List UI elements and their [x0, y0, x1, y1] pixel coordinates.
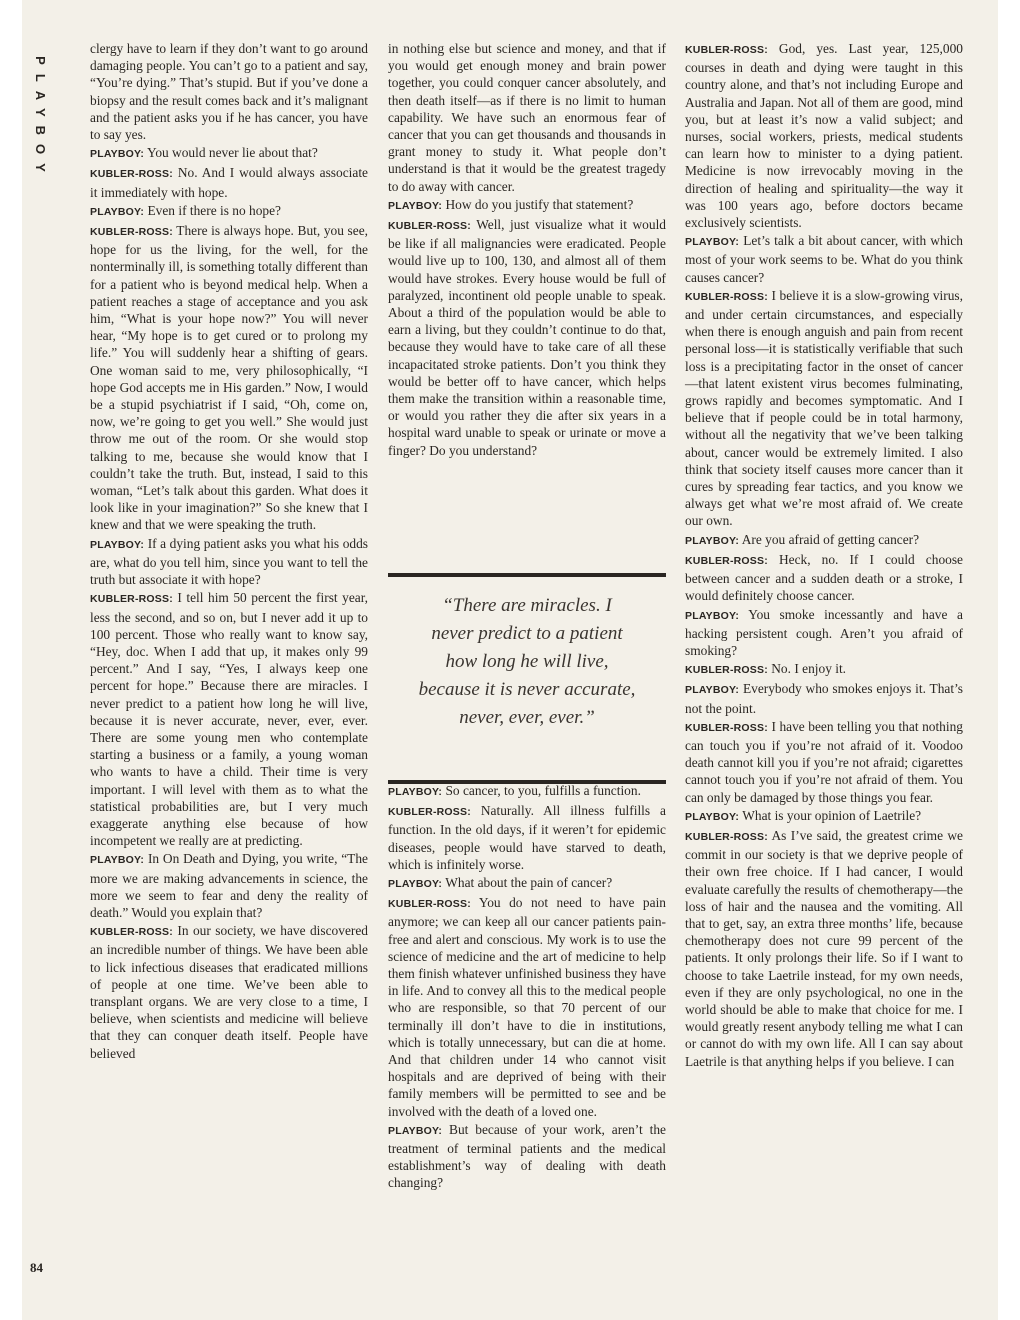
speaker-label: PLAYBOY:: [388, 199, 443, 212]
paragraph-text: Everybody who smokes enjoys it. That’s not the point.: [685, 681, 963, 716]
speaker-label: KUBLER-ROSS:: [685, 830, 768, 843]
text-column-2: [388, 40, 666, 460]
speaker-label: PLAYBOY:: [90, 538, 145, 551]
text-column-2-lower: [388, 782, 666, 1193]
interview-exchange: [685, 232, 963, 286]
speaker-label: PLAYBOY:: [388, 786, 443, 798]
pull-quote-text: [388, 592, 666, 732]
paragraph-text: Well, just visualize what it would be like if all malignancies were eradicated. People would live up to 100, 130, and almost all of them would have strokes. Every house would be full of paralyzed, incontinent old people unable to speak. About a third of the population would be able to earn a living, but they couldn’t continue to do that, because they would have to take care of all these incapacitated stroke patients. Don’t you think they would be better off to have cancer, which helps them make the transition within a reasonable time, or would you rather they die after six years in a hospital ward unable to speak or urinate or move a finger? Do you understand?: [388, 217, 666, 458]
pull-quote-line: “There are miracles. I: [442, 595, 612, 616]
interview-exchange: [685, 807, 963, 826]
interview-exchange: [388, 894, 666, 1120]
paragraph-text: No. I enjoy it.: [771, 661, 847, 677]
speaker-label: KUBLER-ROSS:: [90, 593, 173, 606]
pull-quote-line: because it is never accurate,: [418, 679, 636, 700]
interview-exchange: [90, 202, 368, 221]
speaker-label: PLAYBOY:: [685, 684, 740, 697]
magazine-title: [30, 38, 50, 198]
speaker-label: KUBLER-ROSS:: [685, 664, 768, 677]
speaker-label: PLAYBOY:: [685, 534, 740, 547]
interview-exchange: [388, 196, 666, 215]
text-column-3: [685, 40, 963, 1071]
speaker-label: PLAYBOY:: [685, 810, 740, 823]
interview-exchange: [685, 606, 963, 660]
paragraph-text: In our society, we have discovered an incredible number of things. We have been able to lick infectious diseases that eradicated millions of people at one time. We’ve been able to transplant organs. We are very close to a time, I believe, when scientists and medicine will believe that they can conquer death itself. People have believed: [90, 923, 368, 1061]
speaker-label: PLAYBOY:: [388, 1124, 443, 1137]
interview-exchange: [685, 531, 963, 550]
interview-exchange: [685, 660, 963, 679]
paragraph-text: I have been telling you that nothing can touch you if you’re not afraid of it. Voodoo death cannot kill you if you’re not afraid; cigarettes cannot touch you if you’re not afraid of them. You can only be damaged by those things you fear.: [685, 718, 963, 805]
interview-exchange: [388, 782, 666, 801]
interview-exchange: [388, 874, 666, 893]
interview-exchange: [388, 802, 666, 873]
pull-quote-line: never, ever, ever.”: [459, 707, 595, 728]
paragraph-text: If a dying patient asks you what his odds are, what do you tell him, since you want to tell the truth but associate it with hope?: [90, 535, 368, 588]
paragraph-text: clergy have to learn if they don’t want to go around damaging people. You can’t go to a patient and say, “You’re dying.” That’s stupid. But if you’ve done a biopsy and the result comes back and it’s malignant and the patient asks you if he has cancer, you have to say yes.: [90, 41, 368, 143]
paragraph-text: No. And I would always associate it immediately with hope.: [90, 165, 368, 200]
paragraph-text: There is always hope. But, you see, hope for us the living, for the well, for the nonterminally ill, is something totally different than for a patient who is beyond medical help. When a patient reaches a stage of acceptance and you ask him, “What is your hope now?” You will never hear, “My hope is to get cured or to prolong my life.” You will suddenly hear a shifting of gears. One woman said to me, very philosophically, “I hope God accepts me in His garden.” Now, I would be a stupid psychiatrist if I said, “Oh, come on, now, we’re going to get you well.” She would just throw me out of the room. Or she would stop talking to me, because she would know that I couldn’t take the truth. But, instead, I said to this woman, “Let’s talk about this garden. What does it look like in your imagination?” So she knew that I knew and that we were speaking the truth.: [90, 223, 368, 533]
speaker-label: PLAYBOY:: [685, 236, 740, 249]
speaker-label: KUBLER-ROSS:: [388, 898, 471, 911]
pull-quote-line: how long he will live,: [445, 651, 609, 672]
paragraph-text: I tell him 50 percent the first year, less the second, and so on, but I never add it up to 100 percent. Those who really want to know say, “Hey, doc. When I add that up, it makes only 99 percent.” And I say, “Yes, I always keep one percent for hope.” Because there are miracles. I never predict to a patient how long he will live, because it is never accurate, never, ever, ever. There are some young men who contemplate starting a business or a family, a young woman who wants to have a child. Their time is very important. I will level with them as to what the statistical probabilities are, but I very much exaggerate anything else because of how incompetent we really are at predicting.: [90, 590, 368, 849]
pull-quote-top-rule: [388, 573, 666, 577]
paragraph-text: You smoke incessantly and have a hacking persistent cough. Aren’t you afraid of smoking?: [685, 606, 963, 658]
paragraph-text: God, yes. Last year, 125,000 courses in death and dying were taught in this country alone, and that’s not including Europe and Australia and Japan. Not all of them are good, mind you, but at least it’s now a valid subject; and nurses, social workers, priests, medical students can learn how to minister to a dying patient. Medicine is now irrevocably moving in the direction of healing and spirituality—the way it was 100 years ago, before doctors became exclusively scientists.: [685, 41, 963, 231]
paragraph-text: In On Death and Dying, you write, “The more we are making advancements in science, the more we seem to fear and deny the reality of death.” Would you explain that?: [90, 851, 368, 920]
interview-exchange: [685, 718, 963, 806]
speaker-label: PLAYBOY:: [685, 609, 740, 622]
paragraph-text: Even if there is no hope?: [147, 202, 281, 218]
speaker-label: KUBLER-ROSS:: [90, 226, 173, 239]
paragraph-text: You do not need to have pain anymore; we can keep all our cancer patients pain-free and alert and conscious. My work is to use the science of medicine and the art of medicine to help them finish whatever unfinished business they have in life. And to convey all this to the medical people who are responsible, so that 70 percent of our terminally ill don’t have to die in institutions, which is totally unnecessary, but can die at home. And that children under 14 who cannot visit hospitals and are deprived of being with their family members will be permitted to see and be involved with the death of a loved one.: [388, 895, 666, 1119]
interview-exchange: [90, 144, 368, 163]
speaker-label: KUBLER-ROSS:: [685, 290, 768, 303]
paragraph-text: in nothing else but science and money, and that if you would get enough money and brain power together, you could conquer cancer absolutely, and then death itself—as if there is no limit to human capability. We have such an enormous fear of cancer that you can get thousands and thousands in grant money to study it. What people don’t understand is that it would be the greatest tragedy to do away with cancer.: [388, 41, 666, 194]
paragraph-text: What about the pain of cancer?: [445, 875, 613, 891]
paragraph-text: What is your opinion of Laetrile?: [742, 807, 922, 823]
magazine-title-text: PLAYBOY: [32, 55, 48, 181]
interview-exchange: [90, 535, 368, 589]
speaker-label: PLAYBOY:: [388, 878, 443, 891]
speaker-label: KUBLER-ROSS:: [388, 220, 471, 233]
paragraph-text: As I’ve said, the greatest crime we commit in our society is that we deprive people of their own free choice. If I had cancer, I would evaluate carefully the results of chemotherapy—the loss of hair and the nausea and the vomiting. All that to get, say, an extra three months’ life, because chemotherapy does not cure 99 percent of the patients. It only prolongs their life. So if I want to choose to take Laetrile instead, for my own needs, even if they are only psychological, no one in the world should be able to make that choice for me. I would greatly resent anybody telling me what I can or cannot do with my own life. All I can say about Laetrile is that anything helps if you believe. I can: [685, 827, 963, 1069]
speaker-label: KUBLER-ROSS:: [388, 806, 471, 819]
interview-continuation: [388, 40, 666, 195]
speaker-label: PLAYBOY:: [90, 148, 145, 161]
pull-quote-line: never predict to a patient: [431, 623, 623, 644]
paragraph-text: I believe it is a slow-growing virus, and under certain circumstances, and especially when there is enough anguish and pain from recent personal loss—it is statistically verifiable that such loss is a precipitating factor in the onset of cancer—that latent existent virus becomes fulminating, grows rapidly and becomes symptomatic. And I believe that if people could be in total harmony, without all the negativity that we’ve been talking about, cancer would be extremely limited. I also think that society itself causes more cancer than it cures by spreading fear tactics, and you know we always get what we’re most afraid of. We create our own.: [685, 287, 963, 529]
interview-exchange: [685, 287, 963, 530]
paragraph-text: But because of your work, aren’t the treatment of terminal patients and the medical establishment’s way of dealing with death changing?: [388, 1121, 666, 1191]
speaker-label: KUBLER-ROSS:: [685, 44, 768, 56]
page-number: 84: [30, 1260, 43, 1275]
interview-exchange: [90, 164, 368, 200]
interview-exchange: [685, 680, 963, 716]
speaker-label: KUBLER-ROSS:: [685, 554, 768, 567]
speaker-label: PLAYBOY:: [90, 854, 145, 867]
paragraph-text: Naturally. All illness fulfills a function. In the old days, if it weren’t for epidemic diseases, people would have starved to death, which is infinitely worse.: [388, 803, 666, 872]
speaker-label: KUBLER-ROSS:: [685, 721, 768, 734]
paragraph-text: Let’s talk a bit about cancer, with which most of your work seems to be. What do you think causes cancer?: [685, 233, 963, 285]
interview-exchange: [685, 551, 963, 605]
interview-exchange: [685, 827, 963, 1070]
interview-exchange: [90, 589, 368, 849]
interview-exchange: [388, 216, 666, 459]
pull-quote: [388, 570, 666, 788]
speaker-label: PLAYBOY:: [90, 205, 145, 218]
paragraph-text: You would never lie about that?: [146, 145, 318, 161]
interview-exchange: [90, 222, 368, 534]
paragraph-text: So cancer, to you, fulfills a function.: [445, 783, 641, 798]
paragraph-text: Are you afraid of getting cancer?: [741, 531, 920, 547]
paragraph-text: Heck, no. If I could choose between cancer and a sudden death or a stroke, I would definitely choose cancer.: [685, 551, 963, 604]
speaker-label: KUBLER-ROSS:: [90, 168, 173, 181]
speaker-label: KUBLER-ROSS:: [90, 926, 173, 939]
paragraph-text: How do you justify that statement?: [445, 196, 634, 212]
interview-exchange: [90, 922, 368, 1062]
text-column-1: [90, 40, 368, 1280]
interview-exchange: [685, 40, 963, 231]
interview-exchange: [90, 850, 368, 921]
interview-exchange: [388, 1121, 666, 1192]
interview-continuation: [90, 40, 368, 143]
